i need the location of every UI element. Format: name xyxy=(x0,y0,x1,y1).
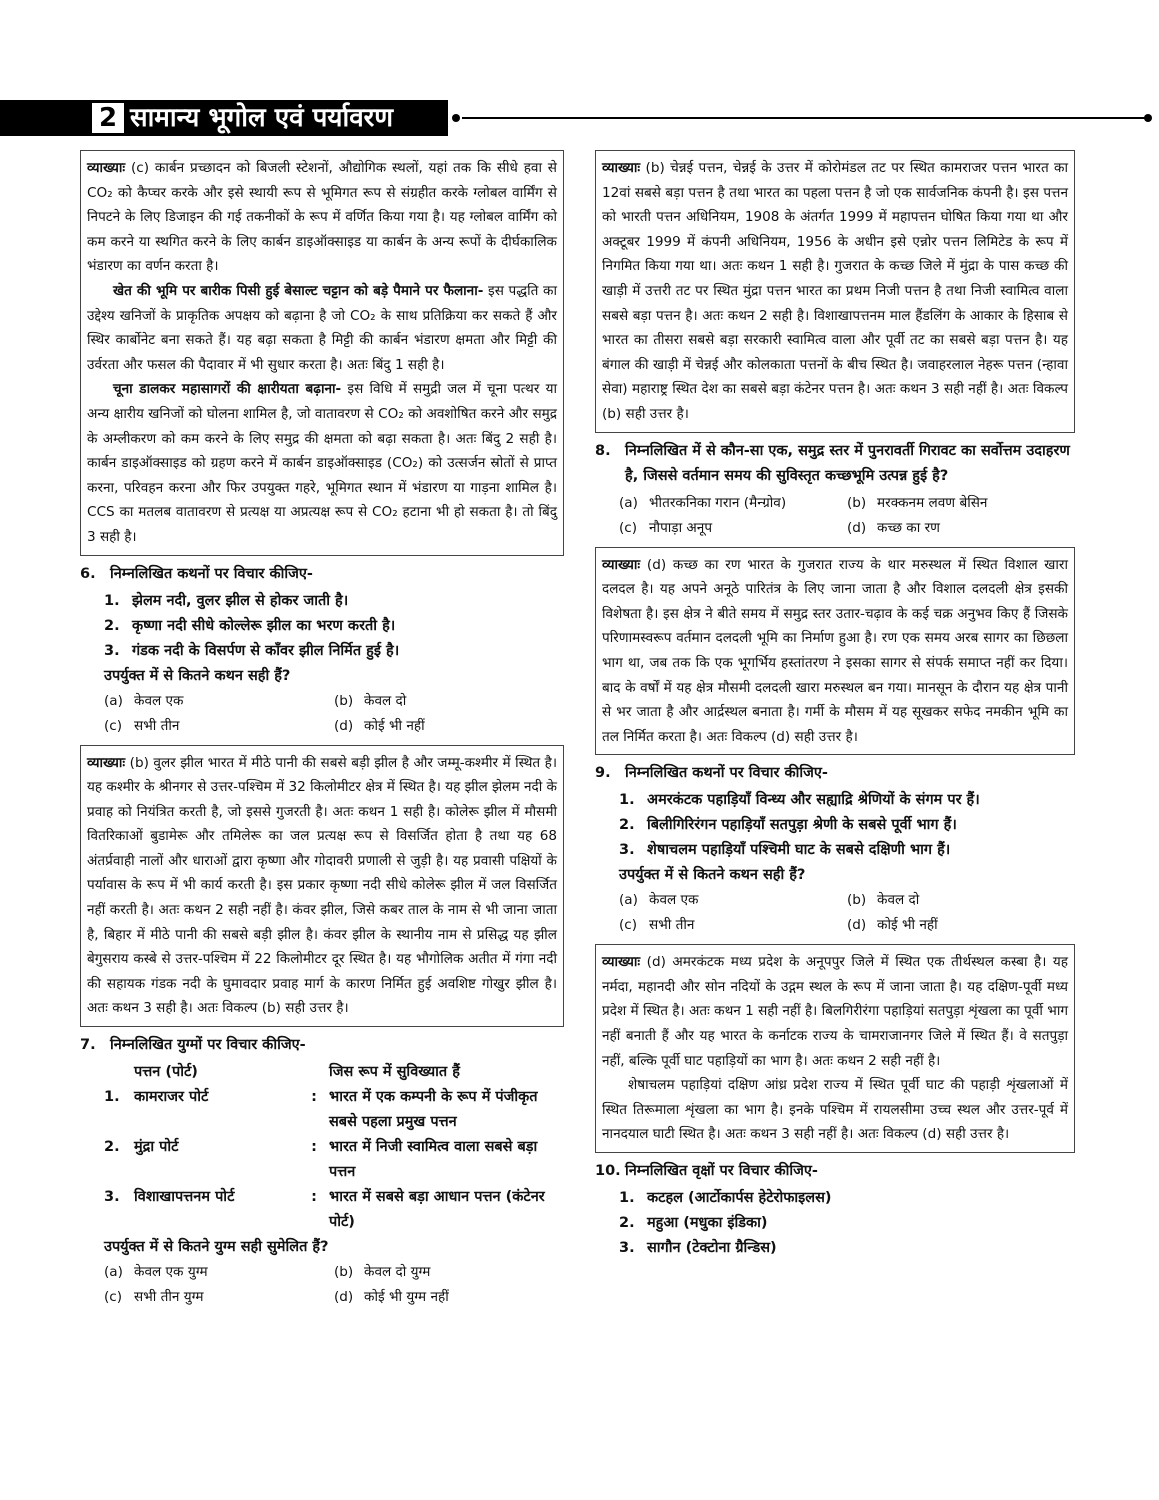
option-text: कोई भी नहीं xyxy=(364,717,425,734)
option-text: मरक्कनम लवण बेसिन xyxy=(877,494,988,511)
option-text: नौपाड़ा अनूप xyxy=(649,519,713,536)
option-text: कोई भी नहीं xyxy=(877,917,938,934)
column-header-port: पत्तन (पोर्ट) xyxy=(134,1064,198,1081)
statement xyxy=(619,788,1075,813)
option-letter: (b) xyxy=(334,1264,354,1281)
option-a xyxy=(619,491,847,516)
statement xyxy=(619,1211,1075,1236)
header-dot-right xyxy=(1144,114,1152,122)
statement xyxy=(104,614,564,639)
option-letter: (d) xyxy=(334,1289,354,1306)
question-7 xyxy=(80,1033,564,1310)
option-letter: (c) xyxy=(619,917,638,934)
options xyxy=(619,888,1075,938)
pair-row xyxy=(104,1085,564,1135)
statement xyxy=(619,1186,1075,1211)
explanation-box-q8 xyxy=(595,547,1075,756)
pair-description: भारत में एक कम्पनी के रूप में पंजीकृत सबसे पहला प्रमुख पत्तन xyxy=(329,1089,538,1131)
question-prompt: उपर्युक्त में से कितने कथन सही हैं? xyxy=(104,667,291,684)
explanation-text: इस विधि में समुद्री जल में चूना पत्थर या अन्य क्षारीय खनिजों को घोलना शामिल है, जो वातावरण से CO₂ को अवशोषित करने और समुद्र के अम्लीकरण को कम करने के लिए समुद्र की क्षमता को बढ़ा सकता है। अतः बिंदु 2 सही है। कार्बन डाइऑक्साइड को ग्रहण करने में कार्बन डाइऑक्साइड (CO₂) को उत्सर्जन स्रोतों से प्राप्त करना, परिवहन करना और फिर उपयुक्त गहरे, भूमिगत स्थान में भंडारण या गाड़ना शामिल है। CCS का मतलब वातावरण से प्रत्यक्ष या अप्रत्यक्ष रूप से CO₂ हटाना भी हो सकता है। तो बिंदु 3 सही है। xyxy=(87,381,558,545)
explanation-text: शेषाचलम पहाड़ियां दक्षिण आंध्र प्रदेश राज्य में स्थित पूर्वी घाट की पहाड़ी शृंखलाओं में स्थित तिरूमाला शृंखला का भाग है। इनके पश्चिम में रायलसीमा उच्च स्थल और उत्तर-पूर्व में नानदयाल घाटी स्थित है। अतः कथन 3 सही नहीं है। अतः विकल्प (d) सही उत्तर है। xyxy=(602,1077,1068,1143)
option-d xyxy=(847,913,1075,938)
statement-text: झेलम नदी, वुलर झील से होकर जाती है। xyxy=(132,592,349,609)
statement-number: 3. xyxy=(104,642,120,659)
option-text: केवल दो युग्म xyxy=(364,1264,431,1281)
pair-number: 3. xyxy=(104,1189,120,1206)
option-letter: (c) xyxy=(104,717,123,734)
statement-number: 3. xyxy=(619,1240,635,1257)
question-prompt: उपर्युक्त में से कितने कथन सही हैं? xyxy=(619,867,806,884)
explanation-box-q9 xyxy=(595,944,1075,1153)
option-b xyxy=(334,689,564,714)
question-text: निम्नलिखित कथनों पर विचार कीजिए- xyxy=(110,565,313,582)
question-number: 6. xyxy=(80,565,96,582)
page-header xyxy=(0,100,1159,136)
option-text: केवल दो xyxy=(364,692,407,709)
explanation-text: (b) वुलर झील भारत में मीठे पानी की सबसे बड़ी झील है और जम्मू-कश्मीर में स्थित है। यह कश्मीर के श्रीनगर से उत्तर-पश्चिम में 32 किलोमीटर क्षेत्र में स्थित है। यह झील झेलम नदी के प्रवाह को नियंत्रित करती है, जो इससे गुजरती है। अतः कथन 1 सही है। कोलेरू झील में मौसमी वितरिकाओं बुडामेरू और तमिलेरू का जल प्रत्यक्ष रूप से विसर्जित होता है तथा यह 68 अंतर्प्रवाही नालों और धाराओं द्वारा कृष्णा और गोदावरी प्रणाली से जुड़ी है। यह प्रवासी पक्षियों के पर्यावास के रूप में भी कार्य करती है। इस प्रकार कृष्णा नदी सीधे कोलेरू झील में जल विसर्जित नहीं करती है। अतः कथन 2 सही नहीं है। कंवर झील, जिसे कबर ताल के नाम से भी जाना जाता है, बिहार में मीठे पानी की सबसे बड़ी झील है। कंवर झील के स्थानीय नाम से प्रसिद्ध यह झील बेगुसराय कस्बे से उत्तर-पश्चिम में 22 किलोमीटर दूर स्थित है। यह भौगोलिक अतीत में गंगा नदी की सहायक गंडक नदी के घुमावदार प्रवाह मार्ग के कारण निर्मित हुई अवशिष्ट गोखुर झील है। अतः कथन 3 सही है। अतः विकल्प (b) सही उत्तर है। xyxy=(87,754,557,1017)
option-text: केवल एक xyxy=(649,892,699,909)
pair-description: भारत में सबसे बड़ा आधान पत्तन (कंटेनर पोर्ट) xyxy=(329,1189,545,1231)
explanation-text: इस पद्धति का उद्देश्य खनिजों के प्राकृतिक अपक्षय को बढ़ाना है जो CO₂ के साथ प्रतिक्रिया कर सकते हैं और स्थिर कार्बोनेट बना सकते हैं। यह बढ़ा सकता है मिट्टी की कार्बन भंडारण क्षमता और मिट्टी की उर्वरता और फसल की पैदावार में भी सुधार करता है। अतः बिंदु 1 सही है। xyxy=(87,282,557,373)
option-c xyxy=(619,913,847,938)
statement xyxy=(619,813,1075,838)
statement xyxy=(619,838,1075,863)
option-text: सभी तीन xyxy=(649,917,695,934)
options xyxy=(104,1260,564,1310)
option-letter: (b) xyxy=(847,494,867,511)
pair-port: मुंद्रा पोर्ट xyxy=(134,1139,179,1156)
option-letter: (d) xyxy=(334,717,354,734)
option-letter: (a) xyxy=(104,1264,123,1281)
question-number: 7. xyxy=(80,1037,96,1054)
explanation-box-q6 xyxy=(80,745,564,1028)
question-number: 10. xyxy=(595,1163,621,1180)
option-d xyxy=(334,714,564,739)
pair-row xyxy=(104,1135,564,1185)
question-8 xyxy=(595,439,1075,541)
option-d xyxy=(847,516,1075,541)
header-rule xyxy=(462,117,1146,119)
option-letter: (b) xyxy=(334,692,354,709)
option-b xyxy=(847,491,1075,516)
option-letter: (c) xyxy=(104,1289,123,1306)
option-text: सभी तीन युग्म xyxy=(134,1289,204,1306)
statement-text: सागौन (टेक्टोना ग्रैन्डिस) xyxy=(647,1240,777,1257)
left-column xyxy=(80,150,564,1316)
question-text: निम्नलिखित में से कौन-सा एक, समुद्र स्तर में पुनरावर्ती गिरावट का सर्वोत्तम उदाहरण है, जिससे वर्तमान समय की सुविस्तृत कच्छभूमि उत्पन्न हुई है? xyxy=(625,442,1070,484)
pair-port: विशाखापत्तनम पोर्ट xyxy=(134,1189,235,1206)
option-letter: (d) xyxy=(847,917,867,934)
explanation-label: व्याख्याः xyxy=(602,160,641,176)
option-text: कोई भी युग्म नहीं xyxy=(364,1289,449,1306)
explanation-label: व्याख्याः xyxy=(602,556,641,573)
question-prompt: उपर्युक्त में से कितने युग्म सही सुमेलित हैं? xyxy=(104,1239,329,1256)
explanation-heading: चूना डालकर महासागरों की क्षारीयता बढ़ाना- xyxy=(113,381,342,398)
option-text: कच्छ का रण xyxy=(877,519,940,536)
pair-port: कामराजर पोर्ट xyxy=(134,1089,209,1106)
option-a xyxy=(104,689,334,714)
statement-text: गंडक नदी के विसर्पण से काँवर झील निर्मित हुई है। xyxy=(132,642,400,659)
option-text: भीतरकनिका गरान (मैन्ग्रोव) xyxy=(649,494,787,511)
explanation-text: (d) कच्छ का रण भारत के गुजरात राज्य के थार मरुस्थल में स्थित विशाल खारा दलदल है। यह अपने अनूठे पारितंत्र के लिए जाना जाता है और विशाल दलदली क्षेत्र इसकी विशेषता है। इस क्षेत्र ने बीते समय में समुद्र स्तर उतार-चढ़ाव के कई चक्र अनुभव किए हैं जिसके परिणामस्वरूप वर्तमान दलदली भूमि का निर्माण हुआ है। रण एक समय अरब सागर का छिछला भाग था, जब तक कि एक भूगर्भिय हस्तांतरण ने इसका सागर से संपर्क समाप्त नहीं कर दिया। बाद के वर्षों में यह क्षेत्र मौसमी दलदली खारा मरुस्थल बन गया। मानसून के दौरान यह क्षेत्र पानी से भर जाता है और आर्द्रस्थल बनाता है। गर्मी के मौसम में यह सूखकर सफेद नमकीन भूमि का तल निर्मित करता है। अतः विकल्प (d) सही उत्तर है। xyxy=(602,556,1069,745)
option-letter: (a) xyxy=(104,692,123,709)
option-text: सभी तीन xyxy=(134,717,180,734)
statement-text: बिलीगिरिरंगन पहाड़ियाँ सतपुड़ा श्रेणी के सबसे पूर्वी भाग हैं। xyxy=(647,817,957,834)
option-letter: (a) xyxy=(619,494,638,511)
statement xyxy=(104,639,564,664)
options xyxy=(619,491,1075,541)
option-letter: (a) xyxy=(619,892,638,909)
option-b xyxy=(847,888,1075,913)
option-c xyxy=(104,714,334,739)
option-a xyxy=(619,888,847,913)
question-text: निम्नलिखित कथनों पर विचार कीजिए- xyxy=(625,765,828,782)
statement-text: शेषाचलम पहाड़ियाँ पश्चिमी घाट के सबसे दक्षिणी भाग हैं। xyxy=(647,842,951,859)
option-b xyxy=(334,1260,564,1285)
header-dot-left xyxy=(452,114,460,122)
statement-text: कृष्णा नदी सीधे कोल्लेरू झील का भरण करती है। xyxy=(132,617,396,634)
explanation-text: (b) चेन्नई पत्तन, चेन्नई के उत्तर में कोरोमंडल तट पर स्थित कामराजर पत्तन भारत का 12वां सबसे बड़ा पत्तन है तथा भारत का पहला पत्तन है जो एक सार्वजनिक कंपनी है। इस पत्तन को भारती पत्तन अधिनियम, 1908 के अंतर्गत 1999 में महापत्तन घोषित किया गया था और अक्टूबर 1999 में कंपनी अधिनियम, 1956 के अधीन इसे एन्नोर पत्तन लिमिटेड के रूप में निगमित किया गया था। अतः कथन 1 सही है। गुजरात के कच्छ जिले में मुंद्रा के पास कच्छ की खाड़ी में उत्तरी तट पर स्थित मुंद्रा पत्तन भारत का प्रथम निजी पत्तन है तथा निजी स्वामित्व वाला सबसे बड़ा पत्तन है। अतः कथन 2 सही है। विशाखापत्तनम माल हैंडलिंग के आकार के हिसाब से भारत का तीसरा सबसे बड़ा सरकारी स्वामित्व वाला और पूर्वी तट का सबसे बड़ा पत्तन है। यह बंगाल की खाड़ी में चेन्नई और कोलकाता पत्तनों के बीच स्थित है। जवाहरलाल नेहरू पत्तन (न्हावा सेवा) महाराष्ट्र स्थित देश का सबसे बड़ा कंटेनर पत्तन है। अतः कथन 3 सही नहीं है। अतः विकल्प (b) सही उत्तर है। xyxy=(602,160,1069,422)
statement-number: 1. xyxy=(619,1190,635,1207)
pair-number: 1. xyxy=(104,1089,120,1106)
explanation-label: व्याख्याः xyxy=(87,754,126,771)
pair-row xyxy=(104,1185,564,1235)
option-c xyxy=(104,1285,334,1310)
explanation-text: (c) कार्बन प्रच्छादन को बिजली स्टेशनों, औद्योगिक स्थलों, यहां तक कि सीधे हवा से CO₂ को कैप्चर करके और इसे स्थायी रूप से भूमिगत रूप से संग्रहीत करके ग्लोबल वार्मिंग से निपटने के लिए डिजाइन की गई तकनीकों के रूप में वर्णित किया गया है। यह ग्लोबल वार्मिंग को कम करने या स्थगित करने के लिए कार्बन डाइऑक्साइड या कार्बन के अन्य रूपों के दीर्घकालिक भंडारण का वर्णन करता है। xyxy=(87,160,558,275)
option-letter: (c) xyxy=(619,519,638,536)
statement-text: कटहल (आर्टोकार्पस हेटेरोफाइलस) xyxy=(647,1190,832,1207)
pair-colon: : xyxy=(311,1139,317,1156)
option-d xyxy=(334,1285,564,1310)
question-number: 8. xyxy=(595,442,611,459)
question-number: 9. xyxy=(595,765,611,782)
explanation-box-q7 xyxy=(595,150,1075,433)
statement xyxy=(104,589,564,614)
explanation-heading: खेत की भूमि पर बारीक पिसी हुई बेसाल्ट चट्टान को बड़े पैमाने पर फैलाना- xyxy=(113,282,484,299)
option-c xyxy=(619,516,847,541)
right-column xyxy=(595,150,1075,1261)
page-number: 2 xyxy=(92,103,124,133)
statement-number: 3. xyxy=(619,842,635,859)
statement-number: 1. xyxy=(619,792,635,809)
options xyxy=(104,689,564,739)
statement-number: 2. xyxy=(104,617,120,634)
statement-number: 2. xyxy=(619,1215,635,1232)
option-text: केवल एक xyxy=(134,692,184,709)
option-text: केवल दो xyxy=(877,892,920,909)
pair-number: 2. xyxy=(104,1139,120,1156)
pairs-table xyxy=(104,1060,564,1235)
explanation-label: व्याख्याः xyxy=(87,160,126,176)
statement-number: 2. xyxy=(619,817,635,834)
pair-colon: : xyxy=(311,1089,317,1106)
column-header-known-as: जिस रूप में सुविख्यात हैं xyxy=(329,1064,460,1081)
question-6 xyxy=(80,562,564,739)
statement xyxy=(619,1236,1075,1261)
option-letter: (d) xyxy=(847,519,867,536)
explanation-label: व्याख्याः xyxy=(602,954,641,971)
statement-text: महुआ (मधुका इंडिका) xyxy=(647,1215,768,1232)
question-10 xyxy=(595,1159,1075,1261)
option-letter: (b) xyxy=(847,892,867,909)
question-text: निम्नलिखित वृक्षों पर विचार कीजिए- xyxy=(625,1163,818,1180)
pair-colon: : xyxy=(311,1189,317,1206)
pair-description: भारत में निजी स्वामित्व वाला सबसे बड़ा पत्तन xyxy=(329,1139,538,1181)
question-9 xyxy=(595,761,1075,938)
question-text: निम्नलिखित युग्मों पर विचार कीजिए- xyxy=(110,1037,306,1054)
explanation-box-q5 xyxy=(80,150,564,556)
pairs-header xyxy=(104,1060,564,1085)
option-text: केवल एक युग्म xyxy=(134,1264,208,1281)
chapter-title: सामान्य भूगोल एवं पर्यावरण xyxy=(130,103,394,133)
header-bar xyxy=(0,100,448,136)
statement-number: 1. xyxy=(104,592,120,609)
option-a xyxy=(104,1260,334,1285)
explanation-text: (d) अमरकंटक मध्य प्रदेश के अनूपपुर जिले में स्थित एक तीर्थस्थल कस्बा है। यह नर्मदा, महानदी और सोन नदियों के उद्गम स्थल के रूप में जाना जाता है। यह दक्षिण-पूर्वी मध्य प्रदेश में स्थित है। अतः कथन 1 सही नहीं है। बिलगिरीरंगा पहाड़ियां सतपुड़ा शृंखला का पूर्वी भाग नहीं बनाती हैं और यह भारत के कर्नाटक राज्य के चामराजानगर जिले में स्थित हैं। वे सतपुड़ा नहीं, बल्कि पूर्वी घाट पहाड़ियों का भाग है। अतः कथन 2 सही नहीं है। xyxy=(602,954,1068,1069)
statement-text: अमरकंटक पहाड़ियाँ विन्ध्य और सह्याद्रि श्रेणियों के संगम पर हैं। xyxy=(647,792,980,809)
